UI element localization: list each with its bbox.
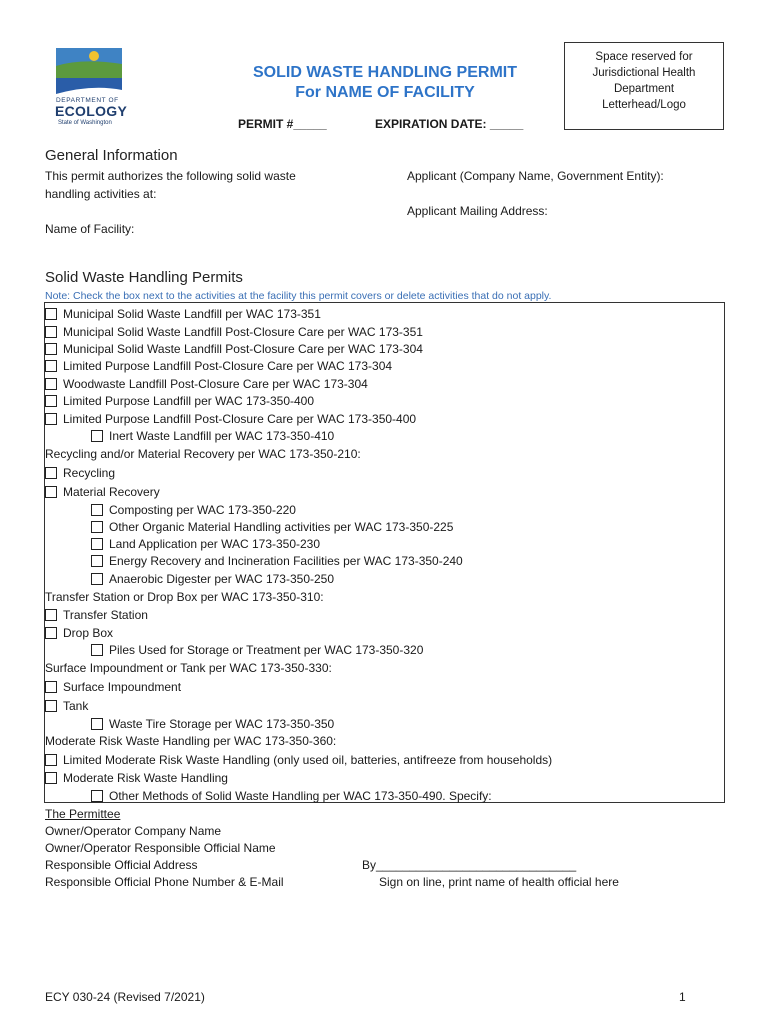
official-name-label: Owner/Operator Responsible Official Name [45, 841, 276, 855]
logo-hill [56, 61, 122, 78]
activity-checkbox[interactable] [91, 555, 103, 567]
activity-label: Transfer Station or Drop Box per WAC 173-350-310: [45, 590, 324, 604]
activity-label: Transfer Station [63, 608, 148, 622]
activity-label: Drop Box [63, 626, 114, 640]
permit-activity-row[interactable] [45, 341, 423, 357]
permit-activity-row [45, 733, 336, 749]
permit-activity-row[interactable] [91, 536, 320, 552]
activity-label: Limited Purpose Landfill Post-Closure Care per WAC 173-304 [63, 359, 393, 373]
permit-activity-row[interactable] [45, 607, 148, 623]
activity-checkbox[interactable] [45, 378, 57, 390]
activity-label: Material Recovery [63, 485, 160, 499]
activity-checkbox[interactable] [91, 504, 103, 516]
reserved-line: Jurisdictional Health [592, 67, 696, 79]
activity-label: Municipal Solid Waste Landfill Post-Closure Care per WAC 173-351 [63, 325, 423, 339]
official-phone-label: Responsible Official Phone Number & E-Mail [45, 875, 284, 889]
permit-activity-row[interactable] [45, 465, 115, 481]
activity-label: Inert Waste Landfill per WAC 173-350-410 [109, 429, 335, 443]
facility-name-label: Name of Facility: [45, 222, 135, 236]
signature-line[interactable]: By______________________________ [362, 858, 577, 872]
activity-label: Land Application per WAC 173-350-230 [109, 537, 321, 551]
facility-title: For NAME OF FACILITY [295, 84, 475, 101]
activity-checkbox[interactable] [91, 538, 103, 550]
permit-activity-row[interactable] [45, 324, 423, 340]
permits-heading: Solid Waste Handling Permits [45, 269, 243, 286]
reserved-line: Letterhead/Logo [602, 99, 686, 111]
permit-activity-row[interactable] [45, 358, 392, 374]
activity-label: Other Organic Material Handling activities per WAC 173-350-225 [109, 520, 454, 534]
page-number: 1 [679, 990, 686, 1004]
permit-activity-row[interactable] [45, 376, 368, 392]
activity-checkbox[interactable] [45, 700, 57, 712]
permit-activity-row[interactable] [91, 716, 334, 732]
activity-label: Surface Impoundment [63, 680, 182, 694]
permit-activity-row[interactable] [45, 306, 321, 322]
activity-checkbox[interactable] [45, 343, 57, 355]
activity-label: Moderate Risk Waste Handling per WAC 173-350-360: [45, 734, 337, 748]
activity-label: Waste Tire Storage per WAC 173-350-350 [109, 717, 335, 731]
permit-number-label: PERMIT #_____ [238, 117, 327, 131]
permit-activity-row [45, 660, 332, 676]
applicant-label: Applicant (Company Name, Government Entity): [407, 169, 664, 183]
activity-checkbox[interactable] [45, 467, 57, 479]
permit-activity-row[interactable] [45, 625, 113, 641]
permit-activity-row[interactable] [45, 679, 181, 695]
activity-checkbox[interactable] [45, 326, 57, 338]
activity-checkbox[interactable] [91, 573, 103, 585]
permit-activity-row[interactable] [91, 553, 463, 569]
form-id: ECY 030-24 (Revised 7/2021) [45, 990, 205, 1004]
activity-checkbox[interactable] [45, 627, 57, 639]
logo-ecology-text: ECOLOGY [55, 103, 128, 119]
official-address-label: Responsible Official Address [45, 858, 198, 872]
activity-label: Recycling [63, 466, 116, 480]
activity-checkbox[interactable] [45, 772, 57, 784]
permit-activity-row [45, 589, 324, 605]
logo-sun [89, 51, 99, 61]
general-info-heading: General Information [45, 147, 178, 164]
reserved-line: Space reserved for [595, 51, 693, 63]
permit-activity-row[interactable] [45, 698, 88, 714]
permit-activity-row[interactable] [91, 571, 334, 587]
activity-label: Limited Moderate Risk Waste Handling (only used oil, batteries, antifreeze from households) [63, 753, 553, 767]
activity-checkbox[interactable] [45, 681, 57, 693]
expiration-date-label: EXPIRATION DATE: _____ [375, 117, 524, 131]
permit-activity-row [45, 446, 361, 462]
permittee-heading: The Permittee [45, 807, 121, 821]
activity-label: Tank [63, 699, 89, 713]
permit-activity-row[interactable] [45, 484, 160, 500]
activity-label: Anaerobic Digester per WAC 173-350-250 [109, 572, 335, 586]
activity-checkbox[interactable] [45, 395, 57, 407]
authorizes-text-2: handling activities at: [45, 187, 157, 201]
permit-activity-row[interactable] [45, 411, 416, 427]
activity-label: Surface Impoundment or Tank per WAC 173-350-330: [45, 661, 332, 675]
activity-checkbox[interactable] [45, 609, 57, 621]
reserved-line: Department [613, 83, 675, 95]
activity-label: Woodwaste Landfill Post-Closure Care per WAC 173-304 [63, 377, 368, 391]
activity-checkbox[interactable] [45, 308, 57, 320]
permit-activity-row[interactable] [45, 752, 552, 768]
activity-checkbox[interactable] [45, 486, 57, 498]
company-name-label: Owner/Operator Company Name [45, 824, 222, 838]
logo-department-text: DEPARTMENT OF [56, 97, 119, 104]
activity-label: Moderate Risk Waste Handling [63, 771, 228, 785]
authorizes-text-1: This permit authorizes the following solid waste [45, 169, 296, 183]
logo-water [56, 78, 122, 94]
activity-checkbox[interactable] [45, 754, 57, 766]
activity-checkbox[interactable] [45, 413, 57, 425]
permit-title: SOLID WASTE HANDLING PERMIT [253, 64, 517, 81]
permit-activity-row[interactable] [91, 519, 453, 535]
activity-label: Limited Purpose Landfill per WAC 173-350-400 [63, 394, 315, 408]
mailing-address-label: Applicant Mailing Address: [407, 204, 548, 218]
activity-checkbox[interactable] [91, 790, 103, 802]
permit-activity-row[interactable] [91, 428, 334, 444]
permit-activity-row[interactable] [45, 770, 228, 786]
activity-label: Energy Recovery and Incineration Facilities per WAC 173-350-240 [109, 554, 463, 568]
activity-label: Limited Purpose Landfill Post-Closure Care per WAC 173-350-400 [63, 412, 417, 426]
activity-checkbox[interactable] [45, 360, 57, 372]
activity-label: Recycling and/or Material Recovery per WAC 173-350-210: [45, 447, 361, 461]
activity-label: Other Methods of Solid Waste Handling per WAC 173-350-490. Specify: [109, 789, 492, 803]
activity-label: Municipal Solid Waste Landfill Post-Closure Care per WAC 173-304 [63, 342, 423, 356]
activity-checkbox[interactable] [91, 521, 103, 533]
logo-state-text: State of Washington [58, 120, 112, 126]
permit-activity-row[interactable] [91, 788, 492, 804]
permit-activity-row[interactable] [45, 393, 314, 409]
permit-activity-row[interactable] [91, 642, 423, 658]
permit-activity-row[interactable] [91, 502, 296, 518]
activity-checkbox[interactable] [91, 644, 103, 656]
activity-label: Composting per WAC 173-350-220 [109, 503, 296, 517]
permits-note: Note: Check the box next to the activities at the facility this permit covers or delete activities that do not apply. [45, 290, 552, 302]
activity-checkbox[interactable] [91, 430, 103, 442]
signature-instruction: Sign on line, print name of health official here [379, 875, 619, 889]
activity-label: Municipal Solid Waste Landfill per WAC 173-351 [63, 307, 321, 321]
activity-label: Piles Used for Storage or Treatment per WAC 173-350-320 [109, 643, 424, 657]
activity-checkbox[interactable] [91, 718, 103, 730]
letterhead-reserved-box [564, 42, 724, 130]
